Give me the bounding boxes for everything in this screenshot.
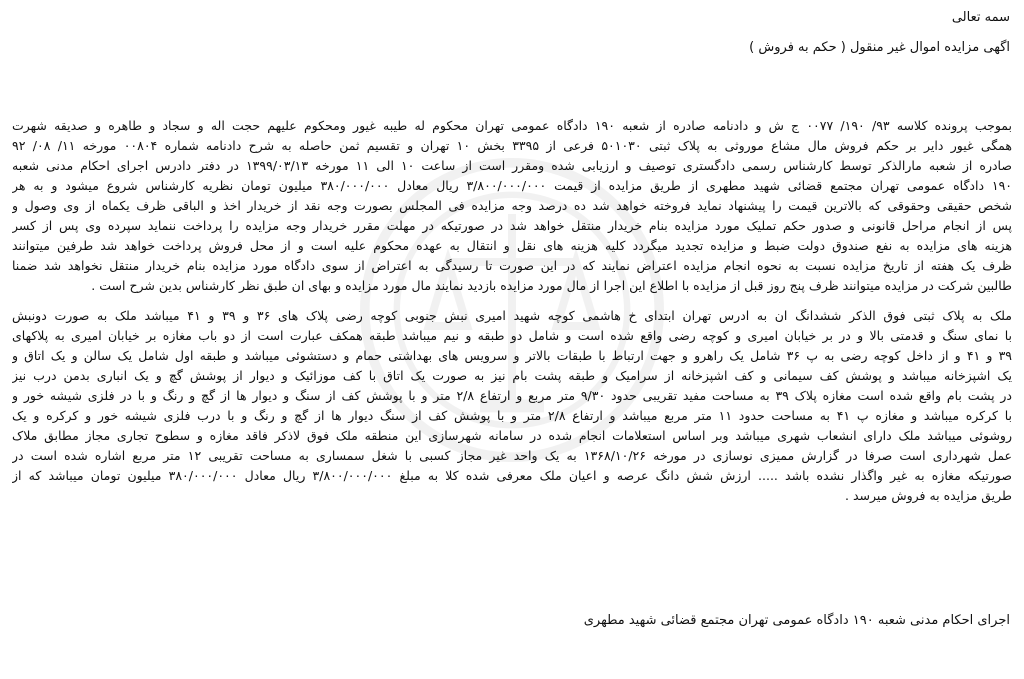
- paragraph1-line: صادره از شعبه مارالذکر توسط کارشناس رسمی دادگستری توصیف و ارزیابی شده ومقرر است از ساعت ۱۰ الی ۱۱ مورخه ۱۳۹۹/۰۳/۱۳ در دفتر دادرس اجرای احکام مدنی شعبه: [12, 158, 1012, 173]
- paragraph2-line: روشوئی میباشد ملک دارای انشعاب شهری میباشد وبر اساس استعلامات انجام شده در سامانه شهرسازی این منطقه ملک فوق لاذکر فاقد مغازه و سطوح تجاری مجاز مطابق ملاک: [12, 428, 1012, 443]
- paragraph1-line: پس از انجام مراحل قانونی و صدور حکم تملیک مورد مزایده بنام خریدار منتقل خواهد شد در صورتیکه در مهلت مقرر خریدار وجه مزایده را پرداخت ننماید سپرده وی پس از کسر: [12, 218, 1012, 233]
- paragraph2-line: در پشت بام واقع شده است مغازه پلاک ۳۹ به مساحت مفید تقریبی حدود ۹/۳۰ متر مربع و ارتفاع ۲/۸ متر و با پوشش کف از سنگ و دیوار ها از گچ و رنگ و با در فلزی شیشه خور و: [12, 388, 1012, 403]
- paragraph2-line: ملک به پلاک ثبتی فوق الذکر ششدانگ ان به ادرس تهران ابتدای خ هاشمی کوچه شهید امیری نبش جنوبی کوچه رضی پلاک های ۳۶ و ۳۹ و ۴۱ میباشد ملک به صورت دونبش: [12, 308, 1012, 323]
- paragraph2-line: ۳۹ و ۴۱ و از داخل کوچه رضی به پ ۳۶ شامل یک راهرو و جهت ارتباط با طبقات بالاتر و سرویس های بهداشتی حمام و دستشوئی میباشد و طبقه اول شامل یک سالن و یک اتاق و: [12, 348, 1012, 363]
- issuer-signature-line: اجرای احکام مدنی شعبه ۱۹۰ دادگاه عمومی تهران مجتمع قضائی شهید مطهری: [583, 613, 1010, 628]
- paragraph2-line: با کرکره میباشد و مغازه پ ۴۱ به مساحت حدود ۱۱ متر مربع میباشد و ارتفاع ۲/۸ متر و با پوشش کف از سنگ دیوار ها از گچ و رنگ و با درب فلزی شیشه خور و کرکره و یک: [12, 408, 1012, 423]
- notice-title: اگهی مزایده اموال غیر منقول ( حکم به فروش ): [749, 40, 1010, 55]
- paragraph2-line: با نمای سنگ و قدمتی بالا و در بر خیابان امیری و کوچه رضی واقع شده است و شامل دو طبقه و نیم میباشد طبقه همکف عبارت است از دو باب مغازه بر خیابان امیری به پلاکهای: [12, 328, 1012, 343]
- header-line: سمه تعالی: [951, 10, 1010, 25]
- paragraph1-line: هزینه های مزایده به نفع صندوق دولت ضبط و مزایده تجدید میگردد کلیه هزینه های نقل و انتقال به عهده محکوم علیه است و از محل فروش پرداخت خواهد شد طرفین میتوانند: [12, 238, 1012, 253]
- paragraph1-line: ظرف یک هفته از تاریخ مزایده نسبت به نحوه انجام مزایده اعتراض نمایند که در این صورت تا رسیدگی به اعتراض از سوی دادگاه مورد مزایده بنام خریدار منتقل نخواهد شد ضمنا: [12, 258, 1012, 273]
- paragraph2-line: صورتیکه مغازه به غیر واگذار نشده باشد ..... ارزش شش دانگ عرصه و اعیان ملک معرفی شده کلا به مبلغ ۳/۸۰۰/۰۰۰/۰۰۰ ریال معادل ۳۸۰/۰۰۰/۰۰۰ میلیون تومان میباشد که از: [12, 468, 1012, 483]
- paragraph1-line: طالبین شرکت در مزایده میتوانند ظرف پنج روز قبل از مزایده با اطلاع این اجرا از مال مورد مزایده بازدید نمایند مال مورد مزایده و بهای ان طبق نظر کارشناس بدین شرح است .: [91, 278, 1012, 293]
- paragraph1-line: بموجب پرونده کلاسه ۹۳/ ۱۹۰/ ۰۰۷۷ ج ش و دادنامه صادره از شعبه ۱۹۰ دادگاه عمومی تهران محکوم له طیبه غیور ومحکوم علیهم حجت اله و سجاد و طاهره و صدیقه شهرت: [12, 118, 1012, 133]
- paragraph2-line: عمل شهرداری است صرفا در گزارش ممیزی نوسازی در مورخه ۱۳۶۸/۱۰/۲۶ به یک واحد غیر مجاز کسبی با شغل سمساری به مساحت تقریبی ۱۲ متر مربع اشاره شده است در: [12, 448, 1012, 463]
- paragraph1-line: همگی غیور دایر بر حکم فروش مال مشاع موروثی به پلاک ثبتی ۵۰۱۰۳۰ فرعی از ۳۳۹۵ بخش ۱۰ تهران و تقسیم ثمن حاصله به شرح دادنامه شماره ۰۰۸۰۴ مورخه ۱۱/ ۰۸/ ۹۲: [12, 138, 1012, 153]
- paragraph2-line: یک اشپزخانه میباشد و پوشش کف سیمانی و کف اشپزخانه از سرامیک و طبقه پشت بام نیز به صورت یک اتاق با کف موزائیک و دیوار از پوشش گچ و یک انباری بدمن درب نیز: [12, 368, 1012, 383]
- paragraph1-line: ۱۹۰ دادگاه عمومی تهران مجتمع قضائی شهید مطهری از طریق مزایده از قیمت ۳/۸۰۰/۰۰۰/۰۰۰ ریال معادل ۳۸۰/۰۰۰/۰۰۰ میلیون تومان نظریه کارشناس شروع میشود و به هر: [12, 178, 1012, 193]
- paragraph2-line: طریق مزایده به فروش میرسد .: [845, 488, 1012, 503]
- paragraph1-line: شخص حقیقی وحقوقی که بالاترین قیمت را پیشنهاد نماید فروخته خواهد شد ده درصد وجه مزایده فی المجلس بصورت وجه نقد از خریدار اخذ و الباقی ظرف یکماه از وی وصول و: [12, 198, 1012, 213]
